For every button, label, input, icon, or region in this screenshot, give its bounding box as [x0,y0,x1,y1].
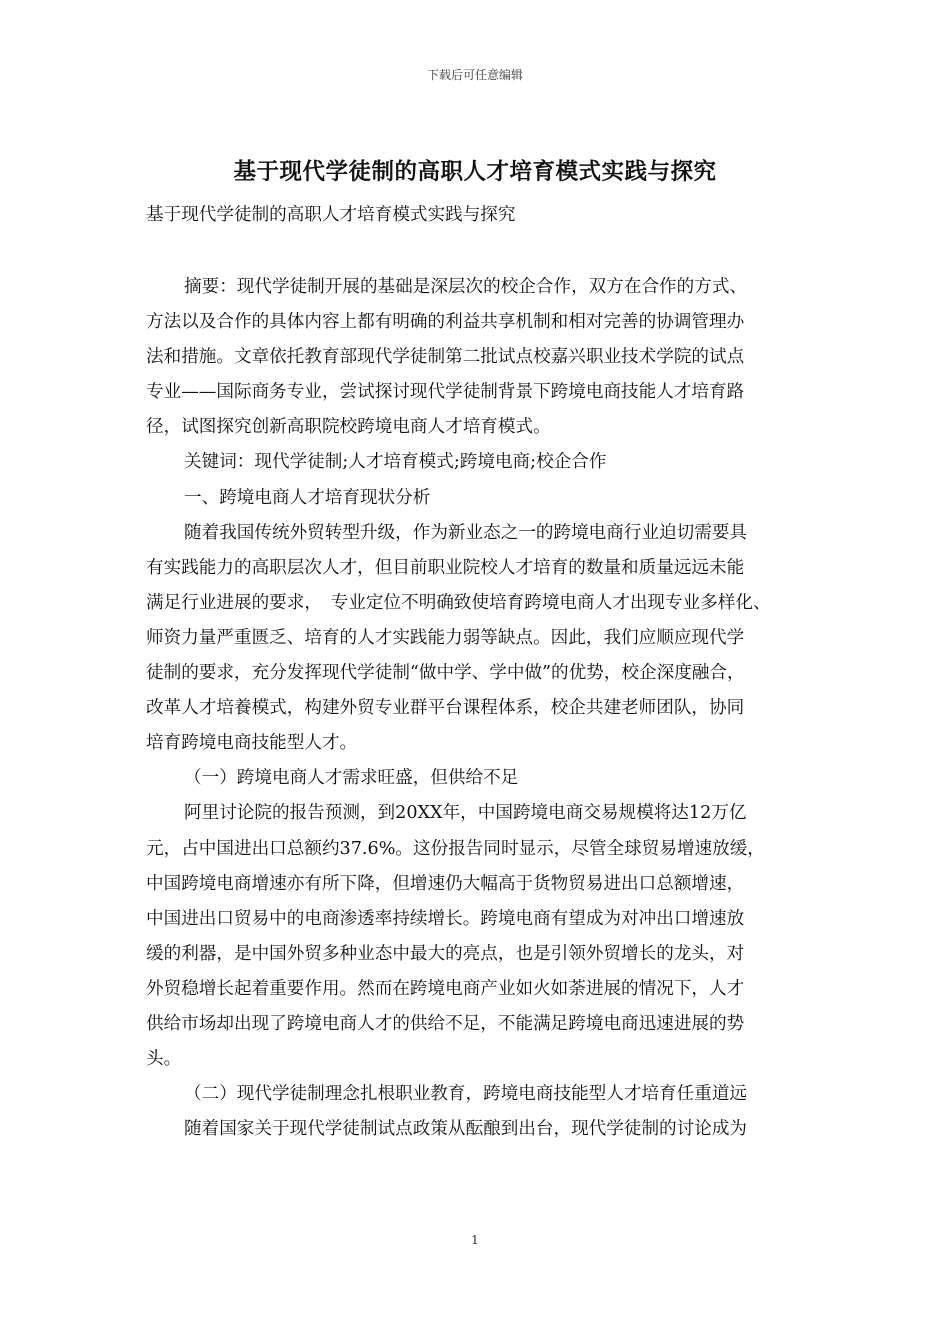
abstract-line: 摘要：现代学徒制开展的基础是深层次的校企合作，双方在合作的方式、 [184,277,748,297]
paragraph-line: 中国跨境电商增速亦有所下降，但增速仍大幅高于货物贸易进出口总额增速， [146,873,745,894]
subsection-heading: （二）现代学徒制理念扎根职业教育，跨境电商技能型人才培育任重道远 [184,1084,748,1105]
paragraph-line: 阿里讨论院的报告预测，到20XX年，中国跨境电商交易规模将达12万亿 [184,803,747,824]
keywords-line: 关键词：现代学徒制;人才培育模式;跨境电商;校企合作 [184,452,607,473]
paragraph-line: 改革人才培養模式，构建外贸专业群平台课程体系，校企共建老师团队，协同 [146,698,745,719]
document-title: 基于现代学徒制的高职人才培育模式实践与探究 [233,159,717,185]
paragraph-line: 缓的利器，是中国外贸多种业态中最大的亮点，也是引领外贸增长的龙头，对 [146,943,745,964]
abstract-line: 径，试图探究创新高职院校跨境电商人才培育模式。 [146,417,551,438]
paragraph-line: 徒制的要求，充分发挥现代学徒制“做中学、学中做”的优势，校企深度融合， [146,663,745,684]
subsection-heading: （一）跨境电商人才需求旺盛，但供给不足 [184,768,519,789]
paragraph-line: 满足行业进展的要求， 专业定位不明确致使培育跨境电商人才出现专业多样化、 [146,592,771,613]
abstract-line: 法和措施。文章依托教育部现代学徒制第二批试点校嘉兴职业技术学院的试点 [146,347,745,368]
paragraph-line: 师资力量严重匮乏、培育的人才实践能力弱等缺点。因此，我们应顺应现代学 [146,627,745,648]
paragraph-line: 培育跨境电商技能型人才。 [146,733,358,754]
abstract-line: 专业——国际商务专业，尝试探讨现代学徒制背景下跨境电商技能人才培育路 [146,382,745,403]
section-heading: 一、跨境电商人才培育现状分析 [184,487,431,508]
paragraph-line: 供给市场却出现了跨境电商人才的供给不足，不能满足跨境电商迅速进展的势 [146,1013,745,1034]
paragraph-line: 中国进出口贸易中的电商渗透率持续增长。跨境电商有望成为对冲出口增速放 [146,908,745,929]
paragraph-line: 随着我国传统外贸转型升级，作为新业态之一的跨境电商行业迫切需要具 [184,522,748,543]
abstract-line: 方法以及合作的具体内容上都有明确的利益共享机制和相对完善的协调管理办 [146,312,745,333]
paragraph-line: 随着国家关于现代学徒制试点政策从酝酿到出台，现代学徒制的讨论成为 [184,1119,748,1140]
header-note: 下载后可任意编辑 [426,68,523,82]
paragraph-line: 有实践能力的高职层次人才，但目前职业院校人才培育的数量和质量远远未能 [146,557,745,578]
paragraph-line: 头。 [146,1049,182,1070]
document-subtitle: 基于现代学徒制的高职人才培育模式实践与探究 [146,205,516,225]
page-number: 1 [471,1233,479,1247]
document-body [146,270,818,1147]
paragraph-line: 元，占中国进出口总额约37.6%。这份报告同时显示，尽管全球贸易增速放缓， [146,838,765,859]
paragraph-line: 外贸稳增长起着重要作用。然而在跨境电商产业如火如荼进展的情况下，人才 [146,978,745,999]
